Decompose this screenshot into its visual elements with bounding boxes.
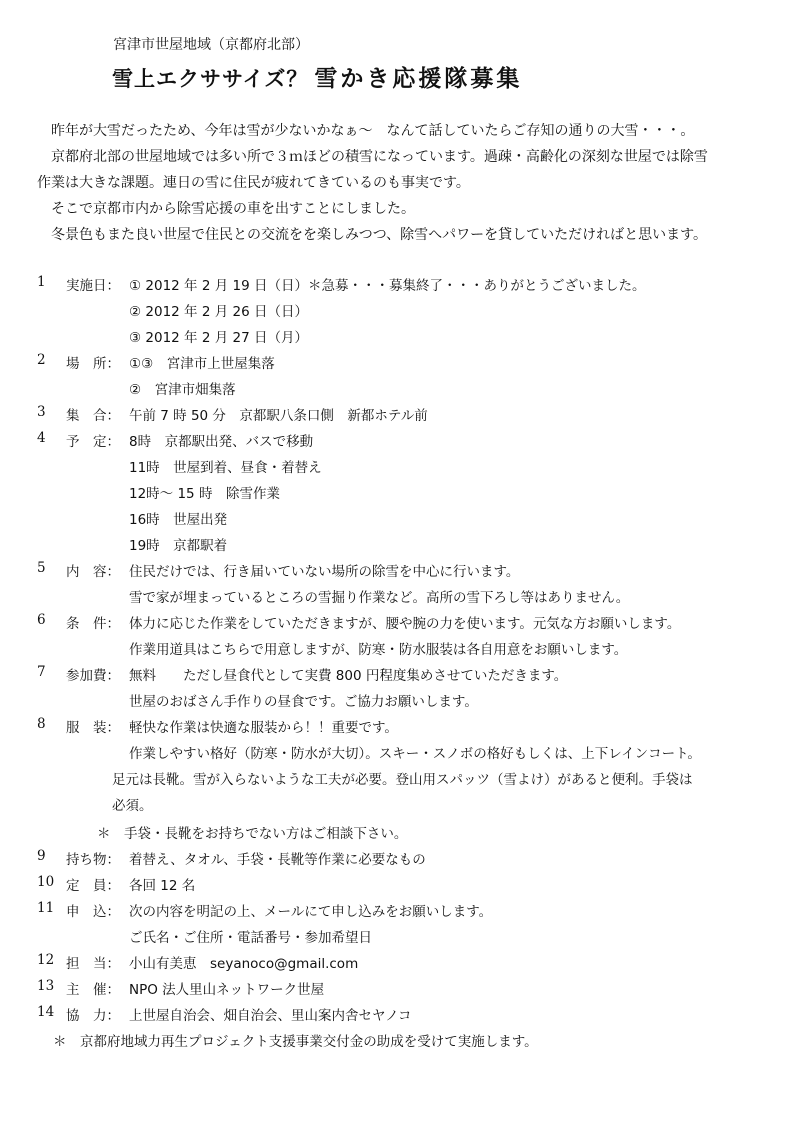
item-number: 7 — [37, 664, 46, 680]
item-number: 14 — [37, 1004, 55, 1020]
item-label: 実施日： — [66, 278, 120, 294]
item-value: 8時 京都駅出発、バスで移動 — [129, 434, 314, 450]
footnote: ＊ 京都府地域力再生プロジェクト支援事業交付金の助成を受けて実施します。 — [53, 1034, 538, 1050]
item-number: 12 — [37, 952, 55, 968]
item-number: 13 — [37, 978, 55, 994]
item-label: 条 件： — [66, 616, 120, 632]
item-label: 定 員： — [66, 878, 120, 894]
item-conditions — [0, 612, 794, 636]
intro-line: そこで京都市内から除雪応援の車を出すことにしました。 — [51, 201, 415, 217]
item-contact — [0, 952, 794, 976]
item-value: 足元は長靴。雪が入らないような工夫が必要。登山用スパッツ（雪よけ）があると便利。手袋は — [112, 772, 693, 788]
item-fee — [0, 664, 794, 688]
item-organizer — [0, 978, 794, 1002]
item-value: 住民だけでは、行き届いていない場所の除雪を中心に行います。 — [129, 564, 520, 580]
item-value: ① 2012 年 2 月 19 日（日）＊急募・・・募集終了・・・ありがとうございました。 — [129, 278, 646, 294]
item-value: 16時 世屋出発 — [129, 512, 228, 528]
item-number: 2 — [37, 352, 46, 368]
item-value: 作業用道具はこちらで用意しますが、防寒・防水服装は各自用意をお願いします。 — [129, 642, 628, 658]
item-value: ①③ 宮津市上世屋集落 — [129, 356, 275, 372]
item-value: 次の内容を明記の上、メールにて申し込みをお願いします。 — [129, 904, 493, 920]
item-number: 10 — [37, 874, 55, 890]
item-value: 雪で家が埋まっているところの雪掘り作業など。高所の雪下ろし等はありません。 — [129, 590, 630, 606]
item-label: 協 力： — [66, 1008, 120, 1024]
item-location — [0, 352, 794, 376]
item-number: 4 — [37, 430, 46, 446]
contact-value: 小山有美恵 seyanoco@gmail.com — [129, 956, 359, 972]
item-number: 6 — [37, 612, 46, 628]
item-application — [0, 900, 794, 924]
item-label: 主 催： — [66, 982, 120, 998]
item-schedule — [0, 430, 794, 454]
item-value: 各回 12 名 — [129, 878, 196, 894]
intro-line: 作業は大きな課題。連日の雪に住民が疲れてきているのも事実です。 — [37, 175, 470, 191]
item-value: 世屋のおばさん手作りの昼食です。ご協力お願いします。 — [129, 694, 478, 710]
item-number: 8 — [37, 716, 46, 732]
item-label: 場 所： — [66, 356, 120, 372]
item-label: 服 装： — [66, 720, 120, 736]
item-label: 参加費： — [66, 668, 120, 684]
item-note: ＊ 手袋・長靴をお持ちでない方はご相談下さい。 — [97, 826, 408, 842]
region-heading: 宮津市世屋地域（京都府北部） — [113, 37, 309, 53]
item-value: 19時 京都駅着 — [129, 538, 228, 554]
item-value: 午前 7 時 50 分 京都駅八条口側 新都ホテル前 — [129, 408, 428, 424]
item-meeting-point — [0, 404, 794, 428]
item-value: 体力に応じた作業をしていただきますが、腰や腕の力を使います。元気な方お願いします。 — [129, 616, 681, 632]
item-value: NPO 法人里山ネットワーク世屋 — [129, 982, 325, 998]
item-label: 集 合： — [66, 408, 120, 424]
item-label: 内 容： — [66, 564, 120, 580]
item-belongings — [0, 848, 794, 872]
item-value: ご氏名・ご住所・電話番号・参加希望日 — [129, 930, 372, 946]
item-label: 担 当： — [66, 956, 120, 972]
item-value: 着替え、タオル、手袋・長靴等作業に必要なもの — [129, 852, 426, 868]
item-number: 1 — [37, 274, 46, 290]
item-cooperation — [0, 1004, 794, 1028]
item-value: 上世屋自治会、畑自治会、里山案内舎セヤノコ — [129, 1008, 412, 1024]
item-value: 軽快な作業は快適な服装から！！重要です。 — [129, 720, 398, 736]
page-title — [112, 60, 522, 93]
intro-line: 昨年が大雪だったため、今年は雪が少ないかなぁ～ なんて話していたらご存知の通りの大雪・・・。 — [51, 123, 695, 139]
item-number: 5 — [37, 560, 46, 576]
intro-line: 京都府北部の世屋地域では多い所で３ｍほどの積雪になっています。過疎・高齢化の深刻な世屋では除雪 — [51, 149, 708, 165]
item-label: 持ち物： — [66, 852, 120, 868]
intro-line: 冬景色もまた良い世屋で住民との交流をを楽しみつつ、除雪へパワーを貸していただければと思います。 — [51, 227, 708, 243]
item-value: ③ 2012 年 2 月 27 日（月） — [129, 330, 308, 346]
item-date — [0, 274, 794, 298]
item-value: 11時 世屋到着、昼食・着替え — [129, 460, 322, 476]
item-value: 無料 ただし昼食代として実費 800 円程度集めさせていただきます。 — [129, 668, 568, 684]
item-value: 12時～ 15 時 除雪作業 — [129, 486, 280, 502]
title-part-exercise: 雪上エクササイズ？ — [112, 67, 309, 91]
item-value: 作業しやすい格好（防寒・防水が大切）。スキー・スノボの格好もしくは、上下レインコート。 — [129, 746, 701, 762]
item-value: ② 2012 年 2 月 26 日（日） — [129, 304, 308, 320]
item-number: 9 — [37, 848, 46, 864]
item-label: 予 定： — [66, 434, 120, 450]
item-clothing — [0, 716, 794, 740]
item-value: ② 宮津市畑集落 — [129, 382, 236, 398]
item-capacity — [0, 874, 794, 898]
item-number: 11 — [37, 900, 55, 916]
title-part-recruit: 雪かき応援隊募集 — [314, 66, 523, 92]
item-number: 3 — [37, 404, 46, 420]
item-content — [0, 560, 794, 584]
item-value: 必須。 — [112, 798, 153, 814]
item-label: 申 込： — [66, 904, 120, 920]
